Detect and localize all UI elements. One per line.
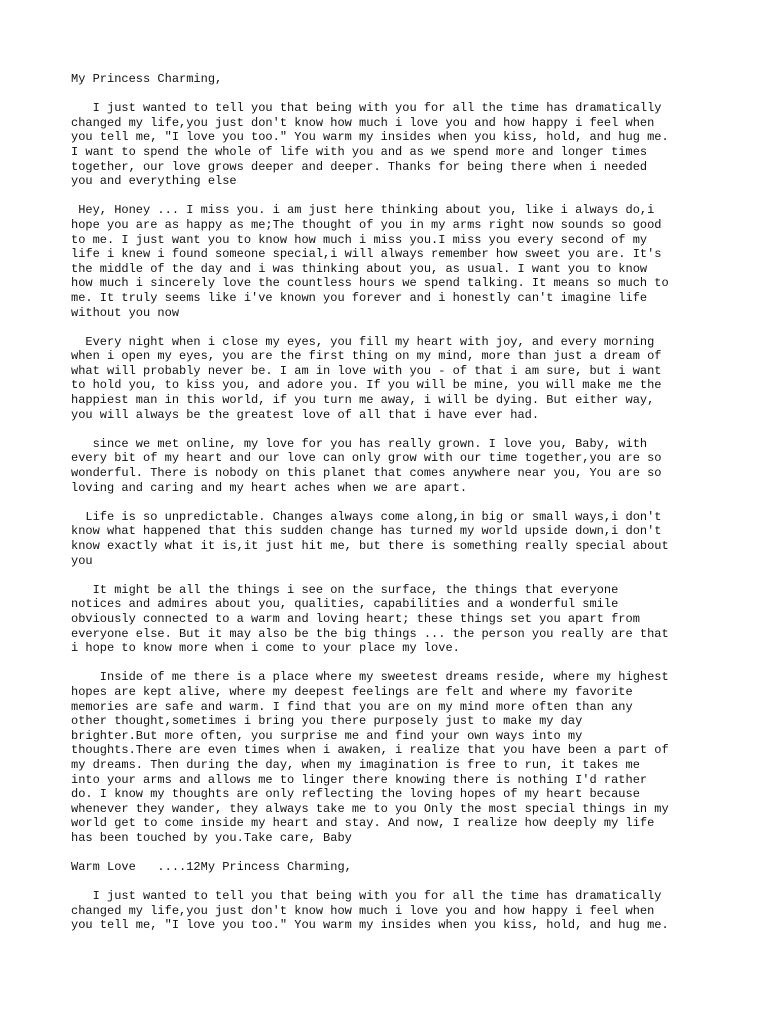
- text-line: you tell me, "I love you too." You warm my insides when you kiss, hold, and hug me.: [71, 130, 669, 145]
- text-line: I want to spend the whole of life with you and as we spend more and longer times: [71, 144, 648, 159]
- text-line: my dreams. Then during the day, when my imagination is free to run, it takes me: [71, 757, 640, 772]
- paragraph-2: [71, 203, 711, 320]
- text-line: changed my life,you just don't know how much i love you and how happy i feel when: [71, 115, 655, 130]
- salutation: [71, 72, 711, 87]
- text-line: you: [71, 553, 93, 568]
- text-line: without you now: [71, 305, 180, 320]
- text-line: everyone else. But it may also be the big things ... the person you really are that: [71, 626, 669, 641]
- text-line: know what happened that this sudden change has turned my world upside down,i don't: [71, 524, 662, 539]
- text-line: know exactly what it is,it just hit me, but there is something really special about: [71, 539, 669, 553]
- text-line: has been touched by you.Take care, Baby: [71, 830, 352, 845]
- paragraph-9: [71, 889, 711, 933]
- paragraph-7: [71, 670, 711, 845]
- text-line: world get to come inside my heart and stay. And now, I realize how deeply my life: [71, 816, 655, 831]
- paragraph-4: [71, 437, 711, 495]
- text-line: what will probably never be. I am in love with you - of that i am sure, but i want: [71, 363, 662, 378]
- text-line: i hope to know more when i come to your place my love.: [71, 641, 460, 656]
- text-line: happiest man in this world, if you turn me away, i will be dying. But either way,: [71, 393, 655, 408]
- text-line: My Princess Charming,: [71, 72, 223, 86]
- text-line: changed my life,you just don't know how much i love you and how happy i feel when: [71, 903, 655, 918]
- text-line: It might be all the things i see on the surface, the things that everyone: [71, 582, 619, 597]
- paragraph-8: [71, 860, 711, 875]
- paragraph-5: [71, 510, 711, 568]
- text-line: you and everything else: [71, 174, 237, 189]
- text-line: I just wanted to tell you that being with you for all the time has dramatically: [71, 101, 662, 116]
- text-line: into your arms and allows me to linger there knowing there is nothing I'd rather: [71, 772, 648, 787]
- text-line: you tell me, "I love you too." You warm my insides when you kiss, hold, and hug me.: [71, 918, 669, 933]
- paragraph-1: [71, 101, 711, 189]
- text-line: to hold you, to kiss you, and adore you. If you will be mine, you will make me the: [71, 378, 662, 393]
- text-line: you will always be the greatest love of all that i have ever had.: [71, 407, 540, 422]
- text-line: brighter.But more often, you surprise me and find your own ways into my: [71, 728, 583, 743]
- text-line: other thought,sometimes i bring you there purposely just to make my day: [71, 714, 583, 729]
- text-line: how much i sincerely love the countless hours we spend talking. It means so much to: [71, 276, 669, 291]
- text-line: since we met online, my love for you has really grown. I love you, Baby, with: [71, 436, 648, 451]
- text-line: Life is so unpredictable. Changes always come along,in big or small ways,i don't: [71, 509, 662, 524]
- paragraph-6: [71, 583, 711, 656]
- text-line: Inside of me there is a place where my sweetest dreams reside, where my highest: [71, 670, 669, 685]
- text-line: Hey, Honey ... I miss you. i am just here thinking about you, like i always do,i: [71, 203, 655, 218]
- text-line: notices and admires about you, qualities, capabilities and a wonderful smile: [71, 597, 619, 612]
- text-line: to me. I just want you to know how much i miss you.I miss you every second of my: [71, 232, 648, 247]
- text-line: do. I know my thoughts are only reflecting the loving hopes of my heart because: [71, 787, 640, 802]
- text-line: me. It truly seems like i've known you forever and i honestly can't imagine life: [71, 290, 648, 305]
- text-line: memories are safe and warm. I find that you are on my mind more often than any: [71, 699, 633, 714]
- text-line: the middle of the day and i was thinking about you, as usual. I want you to know: [71, 261, 648, 276]
- text-line: every bit of my heart and our love can only grow with our time together,you are so: [71, 451, 662, 466]
- text-line: thoughts.There are even times when i awaken, i realize that you have been a part of: [71, 743, 669, 758]
- text-line: loving and caring and my heart aches when we are apart.: [71, 480, 468, 495]
- text-line: together, our love grows deeper and deeper. Thanks for being there when i needed: [71, 159, 648, 174]
- text-line: Warm Love ....12My Princess Charming,: [71, 860, 352, 875]
- text-line: hopes are kept alive, where my deepest feelings are felt and where my favorite: [71, 684, 633, 699]
- text-line: whenever they wander, they always take me to you Only the most special things in my: [71, 801, 669, 816]
- text-line: when i open my eyes, you are the first thing on my mind, more than just a dream of: [71, 349, 662, 364]
- text-line: I just wanted to tell you that being with you for all the time has dramatically: [71, 889, 662, 904]
- text-line: life i knew i found someone special,i will always remember how sweet you are. It's: [71, 247, 662, 262]
- text-line: Every night when i close my eyes, you fill my heart with joy, and every morning: [71, 334, 655, 349]
- text-line: obviously connected to a warm and loving heart; these things set you apart from: [71, 611, 640, 626]
- text-line: wonderful. There is nobody on this planet that comes anywhere near you, You are so: [71, 466, 662, 481]
- document-page: [71, 72, 711, 948]
- paragraph-3: [71, 335, 711, 423]
- text-line: hope you are as happy as me;The thought of you in my arms right now sounds so good: [71, 217, 662, 232]
